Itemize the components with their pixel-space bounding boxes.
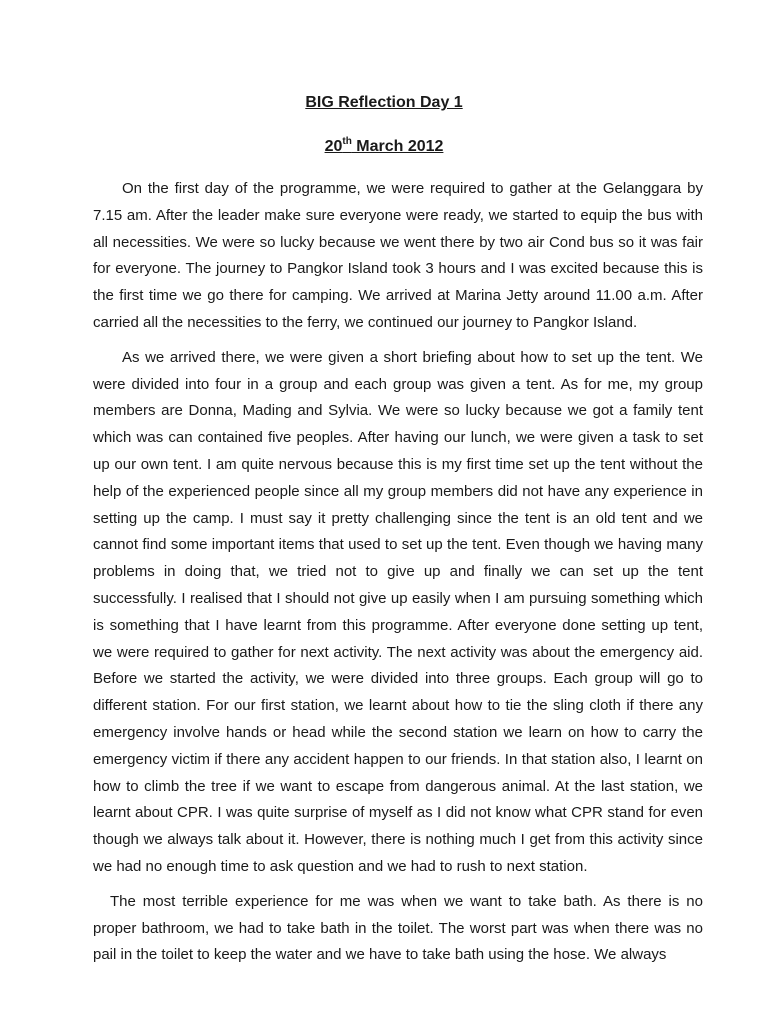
document-title: BIG Reflection Day 1 bbox=[305, 94, 463, 111]
paragraph-2: As we arrived there, we were given a short briefing about how to set up the tent. We were divided into four in a group and each group was given a tent. As for me, my group members are Donna, Mading and Sylvia. We were so lucky because we got a family tent which was can contained five peoples. After having our lunch, we were given a task to set up our own tent. I am quite nervous because this is my first time set up the tent without the help of the experienced people since all my group members did not have any experience in setting up the camp. I must say it pretty challenging since the tent is an old tent and we cannot find some important items that used to set up the tent. Even though we having many problems in doing that, we tried not to give up and finally we can set up the tent successfully. I realised that I should not give up easily when I am pursuing something which is something that I have learnt from this programme. After everyone done setting up tent, we were required to gather for next activity. The next activity was about the emergency aid. Before we started the activity, we were divided into three groups. Each group will go to different station. For our first station, we learnt about how to tie the sling cloth if there any emergency involve hands or head while the second station we learn on how to carry the emergency victim if there any accident happen to our friends. In that station also, I learnt on how to climb the tree if we want to escape from dangerous animal. At the last station, we learnt about CPR. I was quite surprise of myself as I did not know what CPR stand for even though we always talk about it. However, there is nothing much I get from this activity since we had no enough time to ask question and we had to rush to next station. bbox=[93, 348, 703, 875]
paragraph-1: On the first day of the programme, we were required to gather at the Gelanggara by 7.15 am. After the leader make sure everyone were ready, we started to equip the bus with all necessities. We were so lucky because we went there by two air Cond bus so it was fair for everyone. The journey to Pangkor Island took 3 hours and I was excited because this is the first time we go there for camping. We arrived at Marina Jetty around 11.00 a.m. After carried all the necessities to the ferry, we continued our journey to Pangkor Island. bbox=[93, 180, 703, 331]
document-date bbox=[0, 135, 768, 156]
paragraph-3: The most terrible experience for me was when we want to take bath. As there is no proper bathroom, we had to take bath in the toilet. The worst part was when there was no pail in the toilet to keep the water and we have to take bath using the hose. We always bbox=[93, 892, 703, 964]
date-suffix: th bbox=[342, 135, 352, 147]
date-rest: March 2012 bbox=[351, 138, 444, 155]
date-day: 20 bbox=[324, 138, 343, 155]
document-body bbox=[93, 176, 703, 977]
